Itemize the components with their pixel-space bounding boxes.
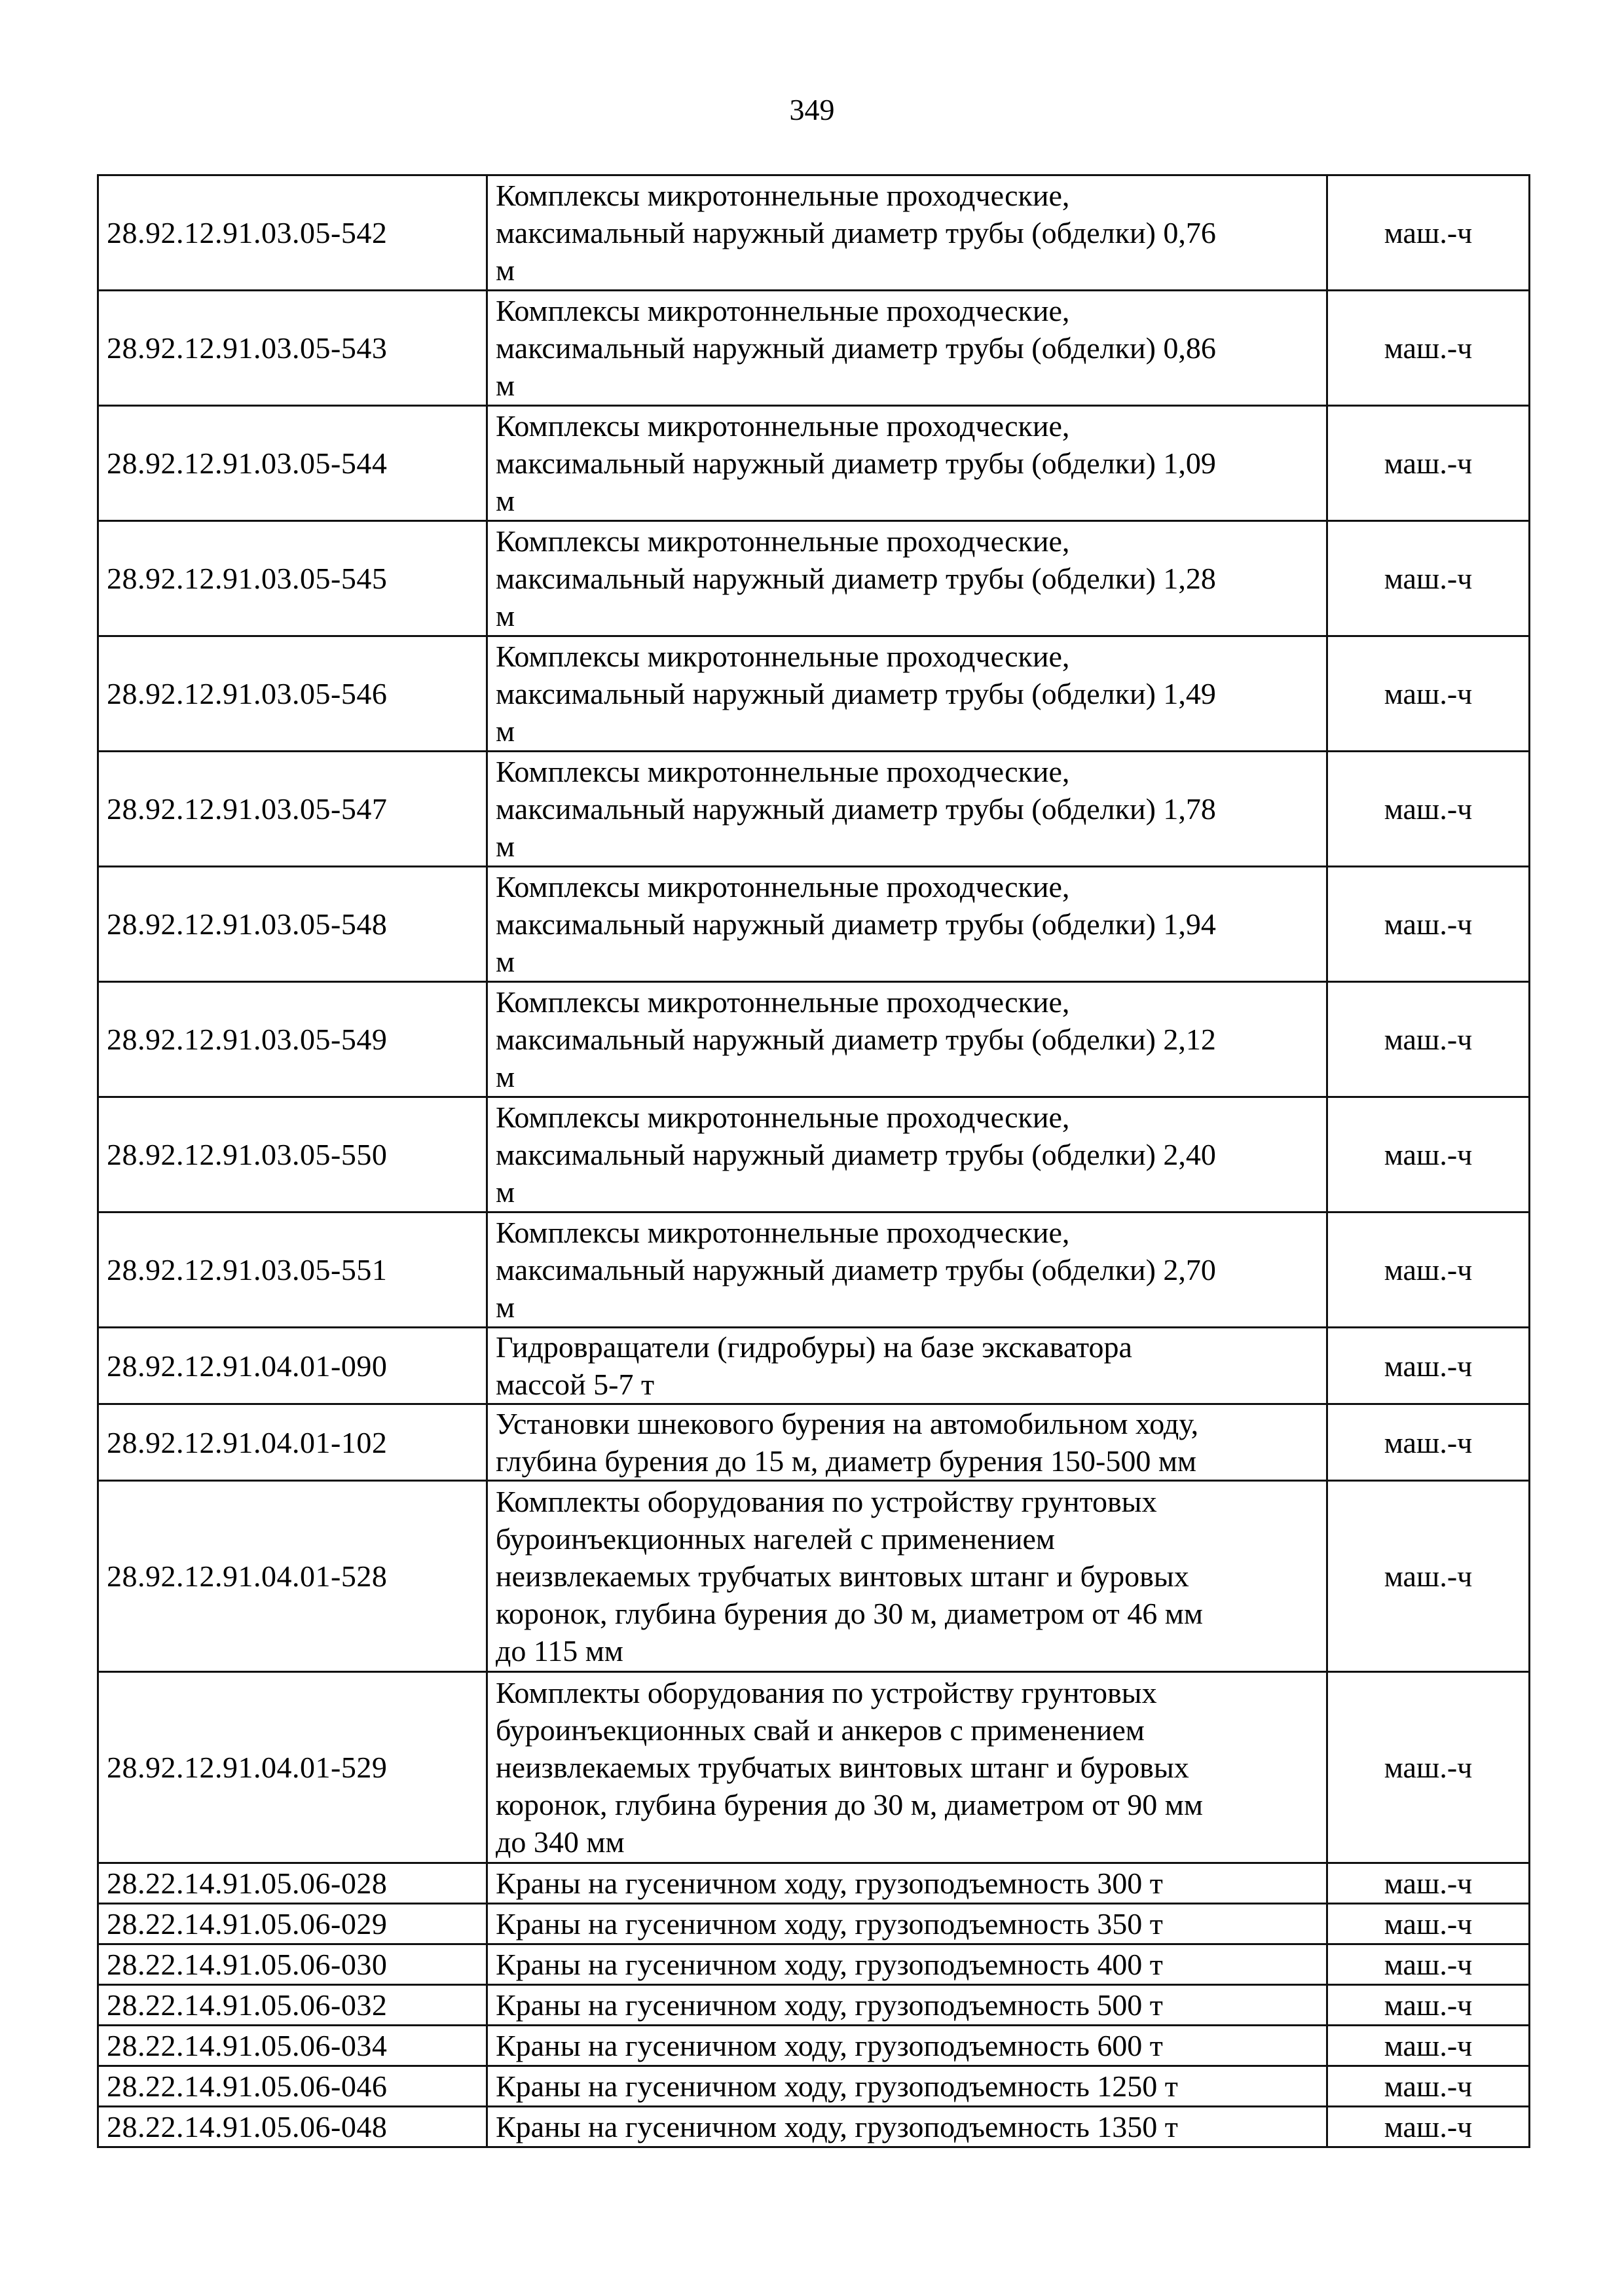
- table-row: [98, 1404, 1530, 1481]
- resource-code-cell: 28.92.12.91.03.05-542: [98, 175, 487, 291]
- resource-unit-cell: маш.-ч: [1327, 1863, 1530, 1904]
- resource-name-cell: Комплексы микротоннельные проходческие, максимальный наружный диаметр трубы (обделки) 1,28 м: [487, 521, 1327, 636]
- resource-unit-cell: маш.-ч: [1327, 1985, 1530, 2026]
- resource-unit-cell: маш.-ч: [1327, 982, 1530, 1097]
- table-row: [98, 1097, 1530, 1212]
- resource-name-cell: Комплексы микротоннельные проходческие, максимальный наружный диаметр трубы (обделки) 2,12 м: [487, 982, 1327, 1097]
- resource-name-cell: Краны на гусеничном ходу, грузоподъемность 400 т: [487, 1944, 1327, 1985]
- table-row: [98, 1863, 1530, 1904]
- table-row: [98, 1672, 1530, 1863]
- resource-unit-cell: маш.-ч: [1327, 1404, 1530, 1481]
- resource-code-cell: 28.92.12.91.03.05-543: [98, 291, 487, 406]
- resource-code-cell: 28.92.12.91.04.01-528: [98, 1481, 487, 1672]
- table-row: [98, 1944, 1530, 1985]
- resource-name-cell: Комплексы микротоннельные проходческие, максимальный наружный диаметр трубы (обделки) 0,76 м: [487, 175, 1327, 291]
- page-number: 349: [789, 93, 835, 126]
- resource-name-cell: Краны на гусеничном ходу, грузоподъемность 350 т: [487, 1904, 1327, 1944]
- resource-code-cell: 28.22.14.91.05.06-032: [98, 1985, 487, 2026]
- table-row: [98, 1904, 1530, 1944]
- resource-unit-cell: маш.-ч: [1327, 1328, 1530, 1404]
- resource-code-cell: 28.22.14.91.05.06-048: [98, 2107, 487, 2147]
- table-row: [98, 867, 1530, 982]
- resource-unit-cell: маш.-ч: [1327, 867, 1530, 982]
- resource-unit-cell: маш.-ч: [1327, 406, 1530, 521]
- table-row: [98, 521, 1530, 636]
- resource-unit-cell: маш.-ч: [1327, 1944, 1530, 1985]
- table-body: [98, 175, 1530, 2147]
- table-row: [98, 1985, 1530, 2026]
- resource-name-cell: Комплексы микротоннельные проходческие, максимальный наружный диаметр трубы (обделки) 1,09 м: [487, 406, 1327, 521]
- resource-name-cell: Комплекты оборудования по устройству грунтовых буроинъекционных нагелей с применением неизвлекаемых трубчатых винтовых штанг и буровых коронок, глубина бурения до 30 м, диаметром от 46 мм до 115 мм: [487, 1481, 1327, 1672]
- resource-code-cell: 28.92.12.91.03.05-550: [98, 1097, 487, 1212]
- resource-name-cell: Комплексы микротоннельные проходческие, максимальный наружный диаметр трубы (обделки) 0,86 м: [487, 291, 1327, 406]
- table-row: [98, 636, 1530, 752]
- resource-unit-cell: маш.-ч: [1327, 291, 1530, 406]
- table-row: [98, 752, 1530, 867]
- resource-code-cell: 28.22.14.91.05.06-029: [98, 1904, 487, 1944]
- table-row: [98, 406, 1530, 521]
- resource-name-cell: Краны на гусеничном ходу, грузоподъемность 1250 т: [487, 2066, 1327, 2107]
- resource-unit-cell: маш.-ч: [1327, 636, 1530, 752]
- resource-name-cell: Комплексы микротоннельные проходческие, максимальный наружный диаметр трубы (обделки) 1,49 м: [487, 636, 1327, 752]
- table-row: [98, 175, 1530, 291]
- resource-name-cell: Гидровращатели (гидробуры) на базе экскаватора массой 5-7 т: [487, 1328, 1327, 1404]
- resource-code-cell: 28.92.12.91.03.05-548: [98, 867, 487, 982]
- resource-unit-cell: маш.-ч: [1327, 2066, 1530, 2107]
- table-row: [98, 2066, 1530, 2107]
- resource-table: [97, 174, 1530, 2148]
- resource-unit-cell: маш.-ч: [1327, 2107, 1530, 2147]
- resource-code-cell: 28.92.12.91.04.01-102: [98, 1404, 487, 1481]
- resource-code-cell: 28.92.12.91.03.05-547: [98, 752, 487, 867]
- resource-code-cell: 28.92.12.91.04.01-529: [98, 1672, 487, 1863]
- resource-code-cell: 28.92.12.91.03.05-546: [98, 636, 487, 752]
- resource-unit-cell: маш.-ч: [1327, 1481, 1530, 1672]
- resource-unit-cell: маш.-ч: [1327, 521, 1530, 636]
- table-row: [98, 291, 1530, 406]
- table-row: [98, 2107, 1530, 2147]
- resource-name-cell: Краны на гусеничном ходу, грузоподъемность 500 т: [487, 1985, 1327, 2026]
- resource-code-cell: 28.92.12.91.03.05-544: [98, 406, 487, 521]
- resource-name-cell: Установки шнекового бурения на автомобильном ходу, глубина бурения до 15 м, диаметр бурения 150-500 мм: [487, 1404, 1327, 1481]
- table-row: [98, 1212, 1530, 1328]
- resource-name-cell: Краны на гусеничном ходу, грузоподъемность 1350 т: [487, 2107, 1327, 2147]
- resource-code-cell: 28.22.14.91.05.06-034: [98, 2026, 487, 2066]
- resource-name-cell: Краны на гусеничном ходу, грузоподъемность 600 т: [487, 2026, 1327, 2066]
- resource-unit-cell: маш.-ч: [1327, 1904, 1530, 1944]
- resource-unit-cell: маш.-ч: [1327, 1097, 1530, 1212]
- resource-name-cell: Комплексы микротоннельные проходческие, максимальный наружный диаметр трубы (обделки) 2,40 м: [487, 1097, 1327, 1212]
- resource-name-cell: Комплексы микротоннельные проходческие, максимальный наружный диаметр трубы (обделки) 2,70 м: [487, 1212, 1327, 1328]
- resource-unit-cell: маш.-ч: [1327, 1672, 1530, 1863]
- resource-code-cell: 28.92.12.91.03.05-551: [98, 1212, 487, 1328]
- table-row: [98, 982, 1530, 1097]
- table-row: [98, 1481, 1530, 1672]
- resource-name-cell: Краны на гусеничном ходу, грузоподъемность 300 т: [487, 1863, 1327, 1904]
- resource-code-cell: 28.22.14.91.05.06-046: [98, 2066, 487, 2107]
- resource-code-cell: 28.22.14.91.05.06-030: [98, 1944, 487, 1985]
- resource-code-cell: 28.92.12.91.03.05-549: [98, 982, 487, 1097]
- resource-name-cell: Комплекты оборудования по устройству грунтовых буроинъекционных свай и анкеров с применением неизвлекаемых трубчатых винтовых штанг и буровых коронок, глубина бурения до 30 м, диаметром от 90 мм до 340 мм: [487, 1672, 1327, 1863]
- table-row: [98, 1328, 1530, 1404]
- resource-unit-cell: маш.-ч: [1327, 175, 1530, 291]
- resource-code-cell: 28.22.14.91.05.06-028: [98, 1863, 487, 1904]
- resource-name-cell: Комплексы микротоннельные проходческие, максимальный наружный диаметр трубы (обделки) 1,78 м: [487, 752, 1327, 867]
- resource-code-cell: 28.92.12.91.04.01-090: [98, 1328, 487, 1404]
- resource-unit-cell: маш.-ч: [1327, 1212, 1530, 1328]
- resource-unit-cell: маш.-ч: [1327, 2026, 1530, 2066]
- resource-code-cell: 28.92.12.91.03.05-545: [98, 521, 487, 636]
- resource-unit-cell: маш.-ч: [1327, 752, 1530, 867]
- table-row: [98, 2026, 1530, 2066]
- resource-name-cell: Комплексы микротоннельные проходческие, максимальный наружный диаметр трубы (обделки) 1,94 м: [487, 867, 1327, 982]
